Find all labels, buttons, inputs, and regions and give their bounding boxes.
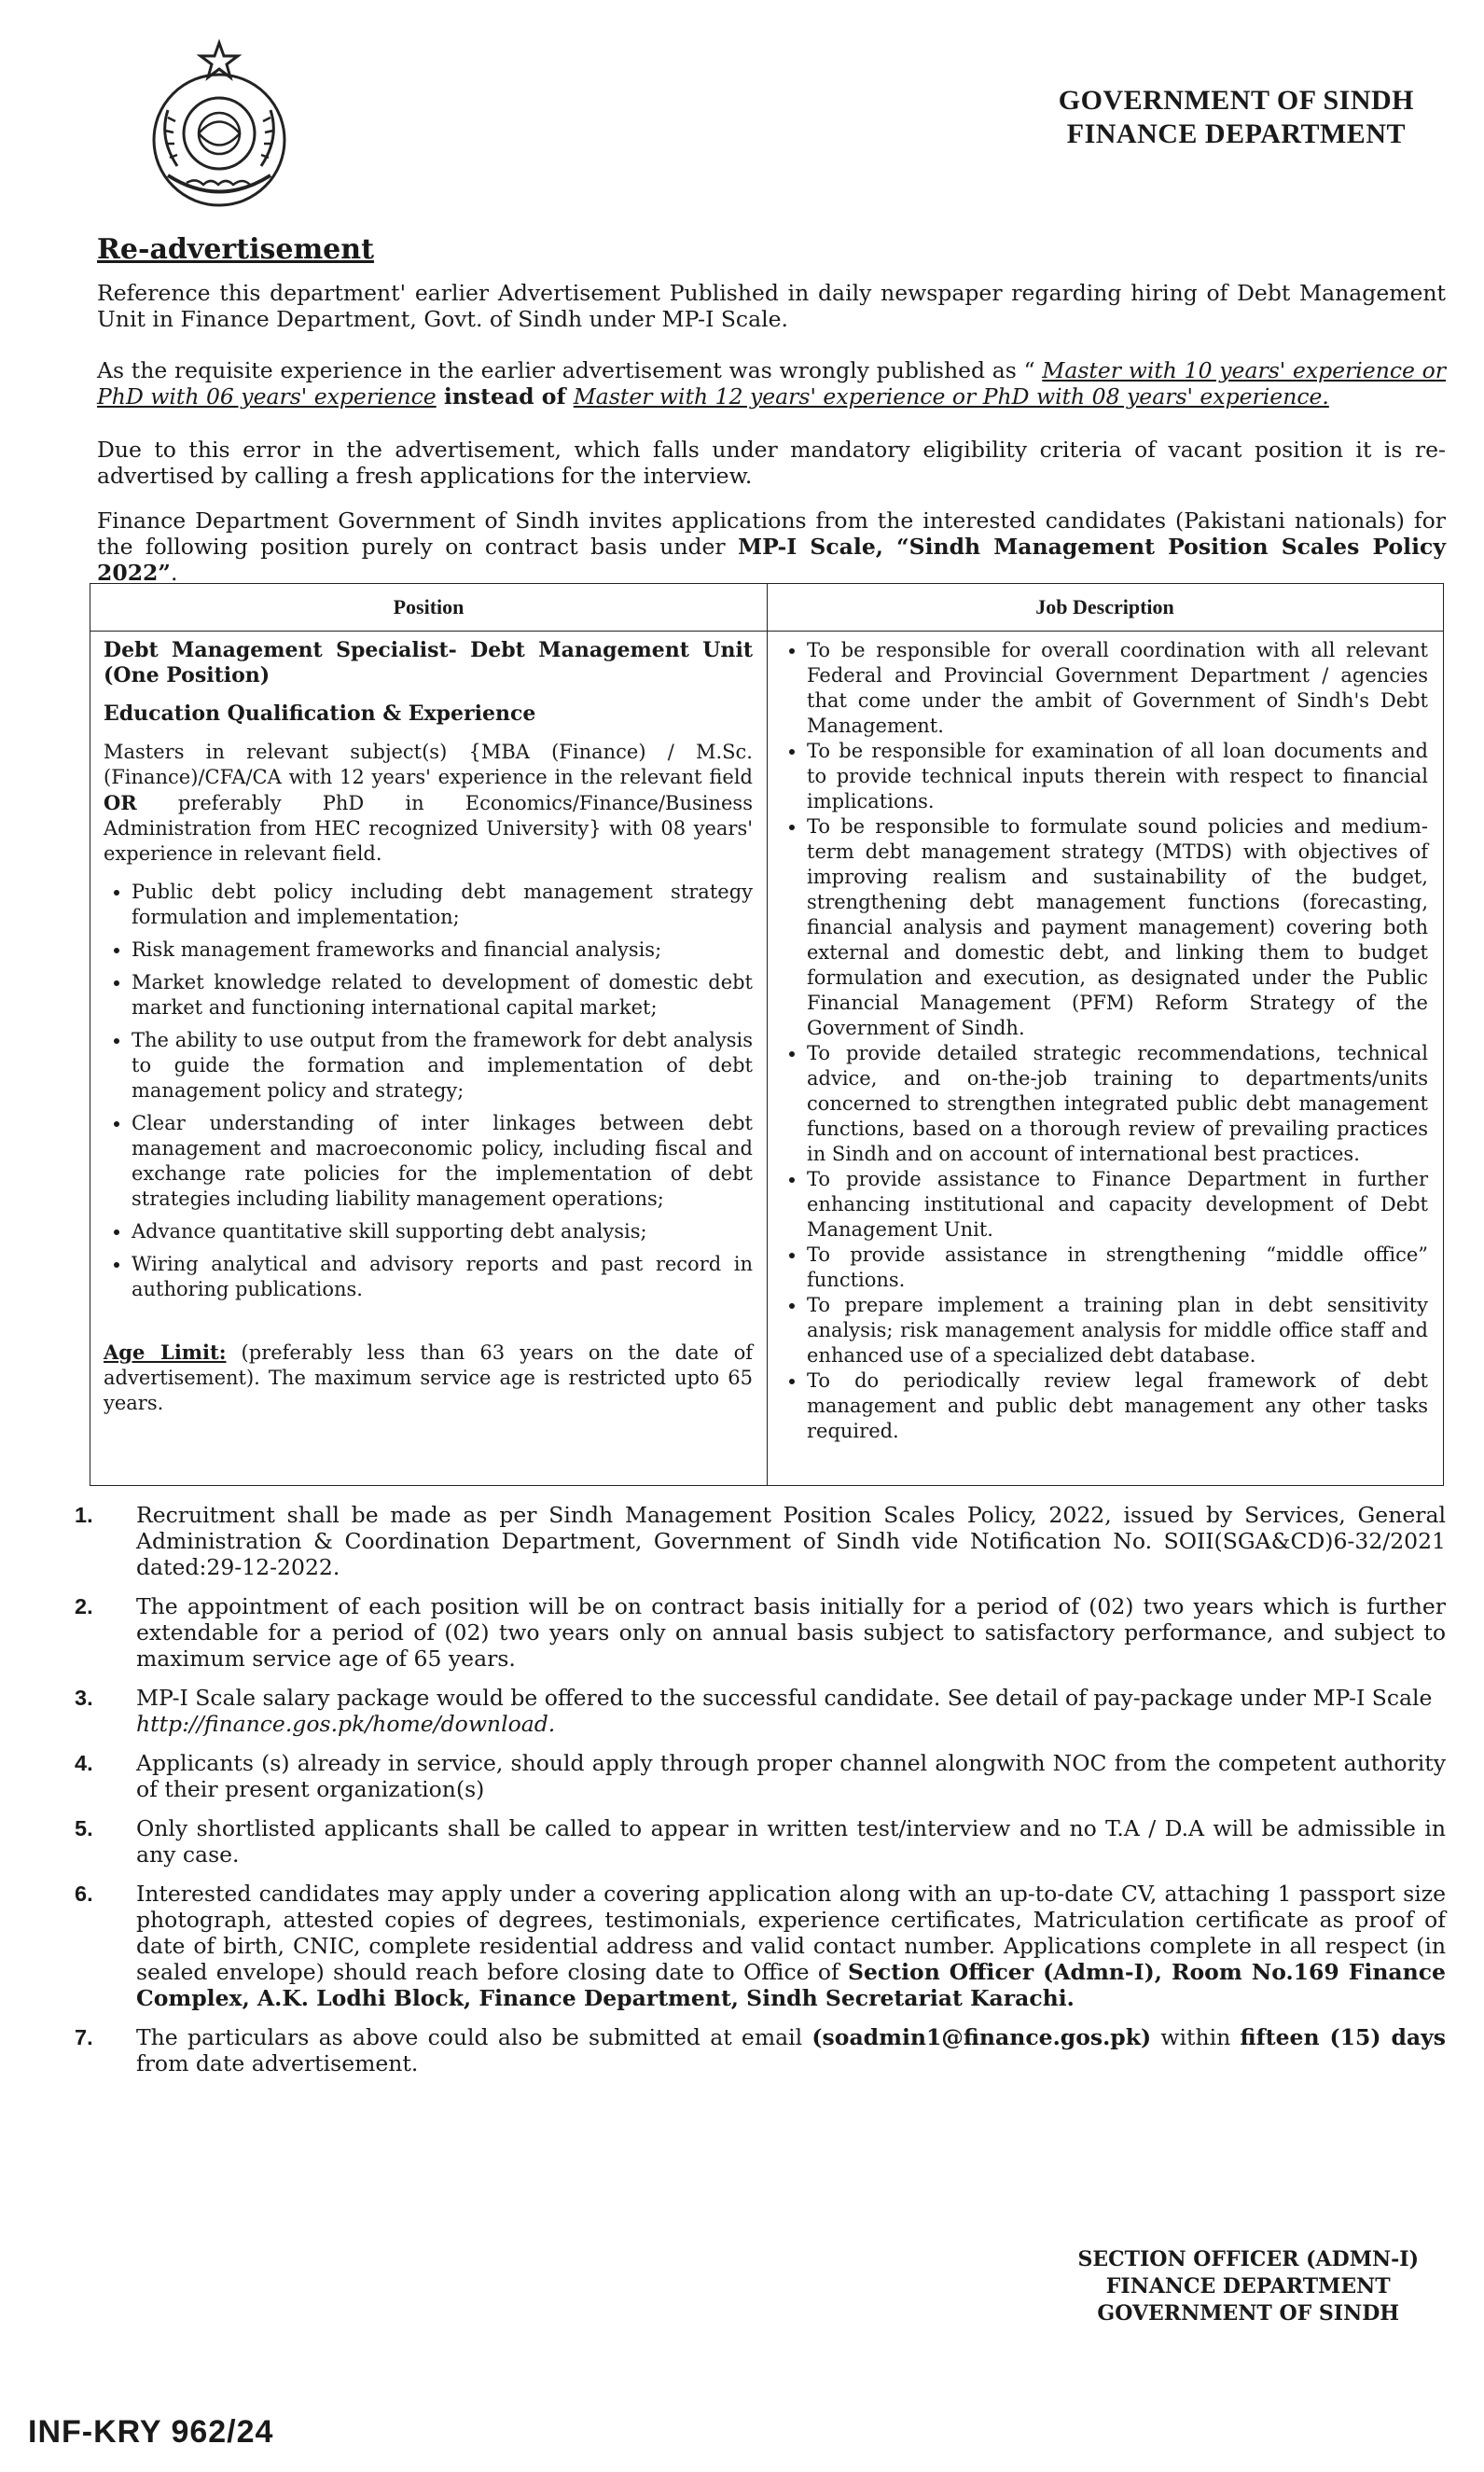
condition-text: Recruitment shall be made as per Sindh Management Position Scales Policy, 2022, issued by Services, General Administration & Coordination Department, Government of Sindh vide Notification No. SOII(SGA&CD)6-32/2021 dated:29-12-2022. xyxy=(136,1502,1446,1580)
list-item: • To be responsible to formulate sound policies and medium-term debt management strategy (MTDS) with objectives of improving realism and sustainability of the budget, strengthening debt management functions (forecasting, financial analysis and payment management) covering both external and domestic debt, and linking them to budget formulation and execution, as designated under the Public Financial Management (PFM) Reform Strategy of the Government of Sindh. xyxy=(807,814,1428,1041)
signature-line-1: SECTION OFFICER (ADMN-I) xyxy=(1077,2247,1419,2271)
position-table xyxy=(90,583,1444,1486)
position-column xyxy=(104,638,753,1416)
condition-number: 6. xyxy=(75,1882,93,1906)
condition-3-text: MP-I Scale salary package would be offered to the successful candidate. See detail of pay-package under MP-I Scale xyxy=(136,1685,1433,1711)
edu-text-a: Masters in relevant subject(s) {MBA (Finance) / M.Sc. (Finance)/CFA/CA with 12 years' experience in the relevant field xyxy=(104,741,753,788)
condition-text: Applicants (s) already in service, should apply through proper channel alongwith NOC from the competent authority of their present organization(s) xyxy=(136,1750,1446,1802)
duties-list xyxy=(783,638,1428,1444)
deadline-days: fifteen (15) days xyxy=(1240,2024,1446,2050)
header-line-2: FINANCE DEPARTMENT xyxy=(1066,118,1406,149)
list-item: • Advance quantitative skill supporting debt analysis; xyxy=(132,1219,753,1244)
condition-7-text-a: The particulars as above could also be submitted at email xyxy=(136,2024,812,2050)
age-limit xyxy=(104,1340,753,1416)
intro-paragraph-4 xyxy=(97,507,1446,586)
condition-item xyxy=(75,1881,1446,2011)
position-title: Debt Management Specialist- Debt Management Unit (One Position) xyxy=(104,638,753,687)
signature-block xyxy=(1077,2246,1419,2327)
age-limit-label: Age Limit: xyxy=(104,1340,227,1364)
condition-text xyxy=(136,1881,1446,2011)
condition-6-text: Interested candidates may apply under a covering application along with an up-to-date CV, attaching 1 passport size photograph, attested copies of degrees, testimonials, experience certificates, Matriculation certificate as proof of date of birth, CNIC, complete residential address and valid contact number. Applications complete in all respect (in sealed envelope) should reach before closing date to Office of xyxy=(136,1881,1446,1985)
signature-line-2: FINANCE DEPARTMENT xyxy=(1105,2274,1391,2298)
list-item: • To provide assistance to Finance Department in further enhancing institutional and capacity development of Debt Management Unit. xyxy=(807,1167,1428,1243)
list-item: • Public debt policy including debt management strategy formulation and implementation; xyxy=(132,880,753,930)
intro-paragraph-2 xyxy=(97,357,1446,410)
list-item: • Risk management frameworks and financial analysis; xyxy=(132,937,753,963)
list-item: • To provide detailed strategic recommendations, technical advice, and on-the-job training to departments/units concerned to strengthen integrated public debt management functions, based on a thorough review of prevailing practices in Sindh and on account of international best practices. xyxy=(807,1041,1428,1167)
list-item: • To prepare implement a training plan in debt sensitivity analysis; risk management analysis for middle office staff and enhanced use of a specialized debt database. xyxy=(807,1293,1428,1368)
skills-list xyxy=(104,880,753,1302)
intro-paragraph-3: Due to this error in the advertisement, which falls under mandatory eligibility criteria of vacant position it is re-advertised by calling a fresh applications for the interview. xyxy=(97,437,1446,489)
table-column-divider xyxy=(767,584,768,1485)
table-header-job-description: Job Description xyxy=(1035,595,1174,618)
page-title: Re-advertisement xyxy=(97,233,374,266)
signature-line-3: GOVERNMENT OF SINDH xyxy=(1097,2301,1400,2326)
edu-text-b: preferably PhD in Economics/Finance/Business Administration from HEC recognized University} with 08 years' experience in relevant field. xyxy=(104,792,753,865)
list-item: • The ability to use output from the framework for debt analysis to guide the formation and implementation of debt management policy and strategy; xyxy=(132,1028,753,1104)
edu-or: OR xyxy=(104,791,137,814)
reference-code: INF-KRY 962/24 xyxy=(28,2414,274,2450)
condition-item xyxy=(75,1750,1446,1802)
condition-number: 2. xyxy=(75,1594,93,1618)
condition-number: 1. xyxy=(75,1503,93,1527)
condition-item xyxy=(75,1815,1446,1868)
age-limit-text: (preferably less than 63 years on the date of advertisement). The maximum service age is restricted upto 65 years. xyxy=(104,1341,754,1414)
intro-paragraph-1: Reference this department' earlier Advertisement Published in daily newspaper regarding hiring of Debt Management Unit in Finance Department, Govt. of Sindh under MP-I Scale. xyxy=(97,280,1446,332)
table-header-position: Position xyxy=(393,595,465,618)
condition-text xyxy=(136,2024,1446,2076)
conditions-list xyxy=(75,1502,1446,2090)
condition-7-text-c: from date advertisement. xyxy=(136,2050,419,2076)
job-description-column xyxy=(783,638,1428,1444)
p4-text-a: Finance Department Government of Sindh invites applications from the interested candidates (Pakistani nationals) for the following position purely on contract basis under xyxy=(97,507,1446,560)
list-item: • To do periodically review legal framework of debt management and public debt management any other tasks required. xyxy=(807,1368,1428,1444)
government-header xyxy=(1059,84,1414,151)
p2-text-a: As the requisite experience in the earlier advertisement was wrongly published as “ xyxy=(97,357,1043,383)
condition-number: 3. xyxy=(75,1686,93,1710)
list-item: • Wiring analytical and advisory reports and past record in authoring publications. xyxy=(132,1252,753,1302)
condition-number: 4. xyxy=(75,1751,93,1775)
application-address: Section Officer (Admn-I), Room No.169 Finance Complex, A.K. Lodhi Block, Finance Department, Sindh Secretariat Karachi. xyxy=(136,1959,1447,2011)
education-requirement xyxy=(104,740,753,867)
condition-number: 5. xyxy=(75,1816,93,1840)
table-header-divider xyxy=(90,631,1443,632)
p2-instead-of: instead of xyxy=(436,383,574,410)
list-item: • Market knowledge related to development of domestic debt market and functioning international capital market; xyxy=(132,970,753,1021)
list-item: • To be responsible for overall coordination with all relevant Federal and Provincial Government Department / agencies that come under the ambit of Government of Sindh's Debt Management. xyxy=(807,638,1428,739)
condition-number: 7. xyxy=(75,2025,93,2049)
condition-item xyxy=(75,1593,1446,1672)
condition-text: Only shortlisted applicants shall be called to appear in written test/interview and no T.A / D.A will be admissible in any case. xyxy=(136,1815,1446,1868)
condition-text xyxy=(136,1685,1446,1737)
p2-wrong-experience: Master with 10 years' experience or PhD with 06 years' experience xyxy=(97,357,1446,410)
condition-text: The appointment of each position will be on contract basis initially for a period of (02) two years which is further extendable for a period of (02) two years only on annual basis subject to satisfactory performance, and subject to maximum service age of 65 years. xyxy=(136,1593,1446,1672)
list-item: • To provide assistance in strengthening “middle office” functions. xyxy=(807,1243,1428,1293)
p4-scale-policy: MP-I Scale, “Sindh Management Position Scales Policy 2022” xyxy=(97,534,1446,586)
condition-item xyxy=(75,2024,1446,2076)
list-item: • Clear understanding of inter linkages between debt management and macroeconomic policy, including fiscal and exchange rate policies for the implementation of debt strategies including liability management operations; xyxy=(132,1111,753,1212)
list-item: • To be responsible for examination of all loan documents and to provide technical inputs therein with respect to financial implications. xyxy=(807,739,1428,814)
condition-item xyxy=(75,1502,1446,1580)
condition-item xyxy=(75,1685,1446,1737)
education-heading: Education Qualification & Experience xyxy=(104,701,536,726)
p4-text-c: . xyxy=(170,560,178,586)
p2-correct-experience: Master with 12 years' experience or PhD with 08 years' experience. xyxy=(573,383,1329,410)
header-line-1: GOVERNMENT OF SINDH xyxy=(1058,85,1414,116)
application-email[interactable]: (soadmin1@finance.gos.pk) xyxy=(811,2024,1152,2050)
condition-7-text-b: within xyxy=(1151,2024,1241,2050)
pay-package-link[interactable]: http://finance.gos.pk/home/download. xyxy=(136,1711,556,1737)
sindh-government-emblem xyxy=(131,35,308,213)
